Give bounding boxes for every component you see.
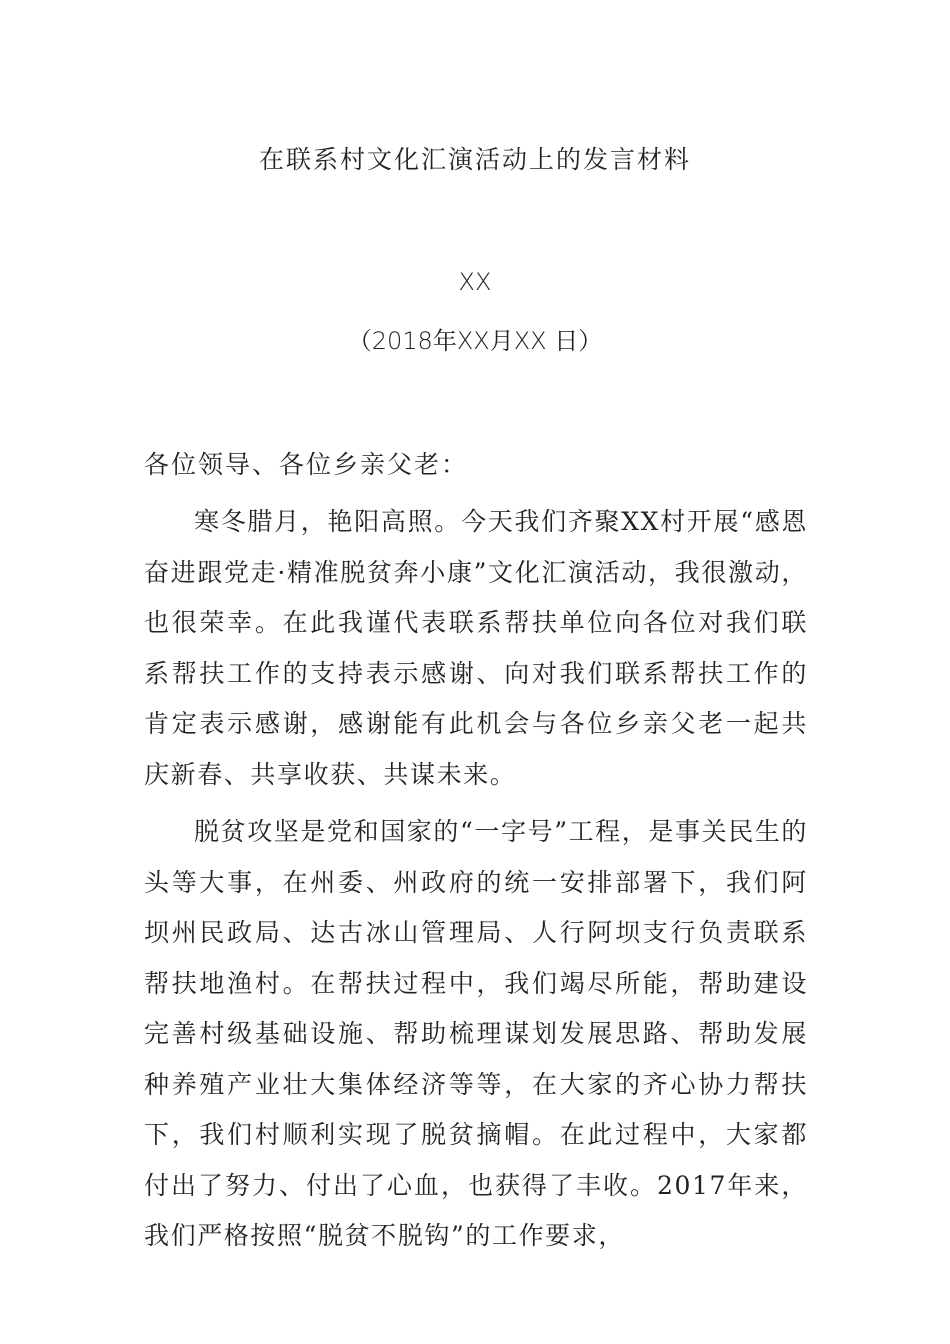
document-title: 在联系村文化汇演活动上的发言材料 (258, 145, 691, 174)
paragraph-2: 脱贫攻坚是党和国家的“一字号”工程，是事关民生的头等大事，在州委、州政府的统一安排部署下，我们阿坝州民政局、达古冰山管理局、人行阿坝支行负责联系帮扶地渔村。在帮扶过程中，我们竭尽所能，帮助建设完善村级基础设施、帮助梳理谋划发展思路、帮助发展种养殖产业壮大集体经济等等，在大家的齐心协力帮扶下，我们村顺利实现了脱贫摘帽。在此过程中，大家都付出了努力、付出了心血，也获得了丰收。2017年来，我们严格按照“脱贫不脱钩”的工作要求， (144, 817, 808, 1250)
document-body (144, 440, 808, 1262)
salutation: 各位领导、各位乡亲父老： (144, 450, 469, 479)
paragraph-1: 寒冬腊月，艳阳高照。今天我们齐聚XX村开展“感恩奋进跟党走·精准脱贫奔小康”文化汇演活动，我很激动，也很荣幸。在此我谨代表联系帮扶单位向各位对我们联系帮扶工作的支持表示感谢、向对我们联系帮扶工作的肯定表示感谢，感谢能有此机会与各位乡亲父老一起共庆新春、共享收获、共谋未来。 (144, 507, 808, 789)
author-name: XX (458, 268, 492, 296)
speech-date: （2018年XX月XX 日） (347, 327, 603, 355)
